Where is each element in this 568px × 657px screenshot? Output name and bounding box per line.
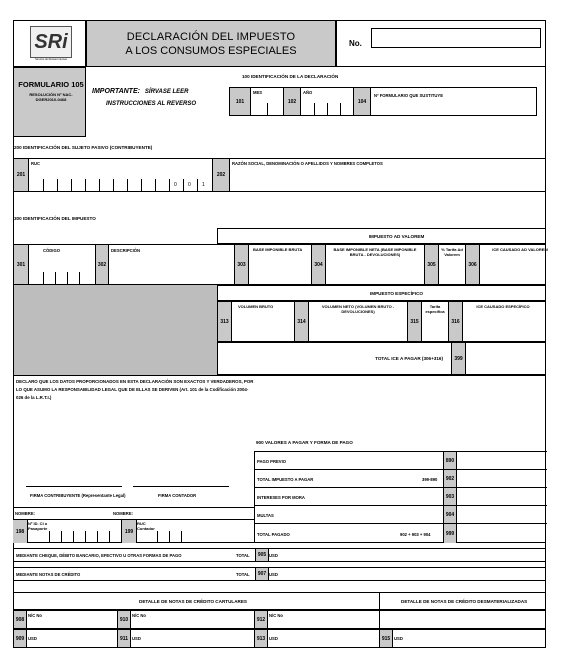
code-199: 199 bbox=[121, 520, 137, 543]
field-vol-bruto[interactable] bbox=[232, 302, 295, 341]
code-305: 305 bbox=[425, 245, 439, 284]
field-base-bruta[interactable] bbox=[249, 245, 312, 284]
total-ice-label-cell bbox=[218, 343, 451, 374]
notes-header bbox=[13, 592, 546, 610]
number-box bbox=[336, 20, 546, 67]
payment-row-2 bbox=[255, 469, 547, 488]
payment-label-3: INTERESES POR MORA bbox=[257, 494, 305, 500]
field-base-neta[interactable] bbox=[326, 245, 425, 284]
title-line-1: DECLARACIÓN DEL IMPUESTO bbox=[126, 30, 296, 43]
important-note bbox=[92, 88, 212, 128]
payment-row-4 bbox=[255, 505, 547, 524]
ice-esp-label: ICE CAUSADO ESPECÍFICO bbox=[476, 304, 530, 309]
code-102: 102 bbox=[284, 88, 301, 115]
firma-contador-label: FIRMA CONTADOR bbox=[158, 493, 197, 498]
payment-label-2: TOTAL IMPUESTO A PAGAR bbox=[257, 476, 314, 482]
method-label-1: MEDIANTE CHEQUE, DÉBITO BANCARIO, EFECTIVO U OTRAS FORMAS DE PAGO bbox=[16, 553, 182, 558]
base-neta-label: BASE IMPONIBLE NETA (BASE IMPONIBLE BRUTA - DEVOLUCIONES) bbox=[333, 247, 417, 257]
tarifa-av-label: % Tarifa Ad Valorem bbox=[441, 247, 463, 257]
method-code-2: 907 bbox=[255, 568, 269, 580]
id-row bbox=[13, 519, 254, 543]
ci-label: Nº ID. CI o Pasaporte bbox=[28, 521, 48, 531]
anio-label: AÑO bbox=[303, 90, 313, 95]
note-code-909: 909 bbox=[14, 630, 27, 647]
payment-ref-2: 399-890 bbox=[422, 476, 438, 482]
payment-code-1: 890 bbox=[443, 452, 457, 469]
tax-row-1 bbox=[13, 244, 546, 285]
ruc-label: RUC bbox=[31, 161, 41, 166]
note-code-915: 915 bbox=[380, 630, 393, 647]
payment-label-5: TOTAL PAGADO bbox=[257, 531, 290, 537]
base-bruta-label: BASE IMPONIBLE BRUTA bbox=[253, 247, 303, 252]
note-sep-3 bbox=[379, 611, 380, 628]
total-ice-label: TOTAL ICE A PAGAR (306+316) bbox=[375, 356, 443, 361]
field-vol-neto[interactable] bbox=[309, 302, 408, 341]
note-usd-915: USD bbox=[394, 636, 403, 641]
sustituye-label: Nº FORMULARIO QUE SUSTITUYE bbox=[374, 93, 443, 98]
notes-left-header: DETALLE DE NOTAS DE CRÉDITO CARTULARES bbox=[139, 599, 247, 604]
sig-line-contrib bbox=[26, 486, 122, 487]
payment-code-3: 903 bbox=[443, 488, 457, 505]
note-usd-909: USD bbox=[28, 636, 37, 641]
code-316: 316 bbox=[449, 302, 463, 341]
method-total-1: TOTAL bbox=[236, 553, 250, 558]
especifico-title: IMPUESTO ESPECÍFICO bbox=[369, 290, 423, 296]
payment-section: 900 VALORES A PAGAR Y FORMA DE PAGO bbox=[256, 440, 353, 445]
decl-id-section: 100 IDENTIFICACIÓN DE LA DECLARACIÓN bbox=[242, 74, 339, 79]
number-input[interactable] bbox=[371, 28, 541, 48]
tax-row-2 bbox=[217, 301, 546, 342]
important-text-2: INSTRUCCIONES AL REVERSO bbox=[106, 101, 197, 107]
nombre-row bbox=[13, 507, 254, 519]
note-code-912: 912 bbox=[255, 611, 268, 628]
important-label: IMPORTANTE: bbox=[92, 88, 140, 95]
method-total-2: TOTAL bbox=[236, 572, 250, 577]
method-row-2 bbox=[13, 567, 546, 581]
notes-divider bbox=[379, 593, 380, 609]
total-ice-row bbox=[217, 342, 546, 375]
note-usd-913: USD bbox=[269, 636, 278, 641]
payment-code-2: 902 bbox=[443, 470, 457, 487]
ruc-contador-label: RUC Contador bbox=[137, 521, 155, 531]
code-315: 315 bbox=[408, 302, 422, 341]
code-304: 304 bbox=[312, 245, 326, 284]
ad-valorem-title: IMPUESTO AD VALOREM bbox=[368, 233, 425, 239]
method-row-1 bbox=[13, 548, 546, 562]
field-total-ice[interactable] bbox=[466, 343, 545, 374]
field-ruc[interactable] bbox=[29, 159, 213, 191]
note-code-913: 913 bbox=[255, 630, 268, 647]
title-box bbox=[86, 20, 336, 67]
vol-neto-label: VOLUMEN NETO (VOLUMEN BRUTO - DEVOLUCIONES) bbox=[321, 304, 395, 314]
note-usd-911: USD bbox=[132, 636, 141, 641]
ice-av-label: ICE CAUSADO AD VALOREM bbox=[492, 247, 548, 252]
payment-code-5: 999 bbox=[443, 524, 457, 543]
note-label-910: N/C No bbox=[132, 613, 146, 618]
code-302: 302 bbox=[96, 245, 109, 284]
method-code-1: 905 bbox=[255, 549, 269, 561]
method-label-2: MEDIANTE NOTAS DE CRÉDITO bbox=[16, 572, 81, 577]
payment-label-1: PAGO PREVIO bbox=[257, 458, 287, 464]
code-303: 303 bbox=[235, 245, 249, 284]
field-razon-social[interactable] bbox=[230, 159, 545, 191]
form-resolution: RESOLUCIÓN Nº NAC-DGER2010-0468 bbox=[29, 92, 73, 102]
notes-row-1 bbox=[13, 610, 546, 629]
ruc-digit-1: 0 bbox=[174, 182, 177, 188]
payment-ref-5: 902 + 903 + 904 bbox=[400, 531, 431, 537]
note-label-912: N/C No bbox=[269, 613, 283, 618]
code-104: 104 bbox=[354, 88, 371, 115]
gray-area bbox=[13, 285, 217, 375]
field-codigo[interactable] bbox=[29, 245, 96, 284]
ruc-digit-3: 1 bbox=[202, 182, 205, 188]
field-tarifa-esp[interactable] bbox=[422, 302, 449, 341]
field-anio[interactable] bbox=[301, 88, 354, 115]
note-code-910: 910 bbox=[118, 611, 131, 628]
nombre-label-1: NOMBRE: bbox=[15, 511, 36, 516]
code-101: 101 bbox=[230, 88, 251, 115]
code-306: 306 bbox=[466, 245, 480, 284]
payment-table bbox=[254, 451, 546, 543]
field-mes[interactable] bbox=[251, 88, 284, 115]
field-sustituye[interactable] bbox=[371, 88, 536, 115]
form-name: FORMULARIO 105 bbox=[18, 80, 84, 89]
ruc-digit-2: 0 bbox=[188, 182, 191, 188]
sri-logo: SRi bbox=[30, 26, 72, 58]
taxpayer-section: 200 IDENTIFICACIÓN DEL SUJETO PASIVO (CONTRIBUYENTE) bbox=[14, 145, 153, 150]
number-label: No. bbox=[349, 39, 362, 48]
method-usd-1: USD bbox=[269, 553, 278, 558]
code-313: 313 bbox=[218, 302, 232, 341]
method-usd-2: USD bbox=[269, 572, 278, 577]
codigo-label: CÓDIGO bbox=[43, 248, 60, 253]
sig-line-contador bbox=[133, 486, 229, 487]
payment-code-4: 904 bbox=[443, 506, 457, 523]
note-label-908: N/C No bbox=[28, 613, 42, 618]
especifico-header bbox=[217, 285, 546, 301]
code-314: 314 bbox=[295, 302, 309, 341]
logo-box bbox=[13, 20, 86, 67]
mes-label: MES bbox=[253, 90, 263, 95]
razon-label: RAZÓN SOCIAL, DENOMINACIÓN O APELLIDOS Y NOMBRES COMPLETOS bbox=[232, 161, 383, 166]
important-text: SÍRVASE LEER bbox=[144, 89, 189, 95]
code-202: 202 bbox=[213, 159, 230, 191]
tarifa-esp-label: Tarifa específica bbox=[425, 304, 445, 314]
code-399: 399 bbox=[451, 343, 466, 374]
firma-contrib-label: FIRMA CONTRIBUYENTE (Representante Legal) bbox=[30, 493, 126, 498]
ad-valorem-header bbox=[217, 228, 546, 244]
nombre-label-2: NOMBRE: bbox=[113, 511, 134, 516]
descripcion-label: DESCRIPCIÓN bbox=[111, 248, 141, 253]
declaration-text: DECLARO QUE LOS DATOS PROPORCIONADOS EN ESTA DECLARACIÓN SON EXACTOS Y VERDADEROS, POR LO QUE ASUMO LA RESPONSABILIDAD LEGAL QUE DE ELLAS SE DERIVEN (Art. 101 de la Codificación 2004-026 de la L.R.T.I.) bbox=[16, 379, 254, 400]
field-ice-esp[interactable] bbox=[463, 302, 545, 341]
payment-row-1 bbox=[255, 451, 547, 470]
code-301: 301 bbox=[14, 245, 29, 284]
vol-bruto-label: VOLUMEN BRUTO bbox=[238, 304, 274, 309]
taxpayer-row bbox=[13, 158, 546, 192]
notes-right-header: DETALLE DE NOTAS DE CRÉDITO DESMATERIALIZADAS bbox=[401, 599, 528, 604]
code-198: 198 bbox=[13, 520, 28, 543]
decl-id-row bbox=[229, 87, 537, 116]
payment-label-4: MULTAS bbox=[257, 512, 274, 518]
form-name-box bbox=[13, 67, 86, 137]
note-code-908: 908 bbox=[14, 611, 27, 628]
notes-row-2 bbox=[13, 629, 546, 648]
logo-subtitle: Servicio de Rentas Internas bbox=[35, 58, 67, 61]
field-tarifa-av[interactable] bbox=[439, 245, 466, 284]
title-line-2: A LOS CONSUMOS ESPECIALES bbox=[125, 44, 297, 57]
payment-row-3 bbox=[255, 487, 547, 506]
tax-id-section: 300 IDENTIFICACIÓN DEL IMPUESTO bbox=[14, 216, 96, 221]
payment-row-5 bbox=[255, 523, 547, 544]
code-201: 201 bbox=[14, 159, 29, 191]
field-descripcion[interactable] bbox=[109, 245, 235, 284]
note-code-911: 911 bbox=[118, 630, 131, 647]
field-ice-av[interactable] bbox=[480, 245, 548, 284]
